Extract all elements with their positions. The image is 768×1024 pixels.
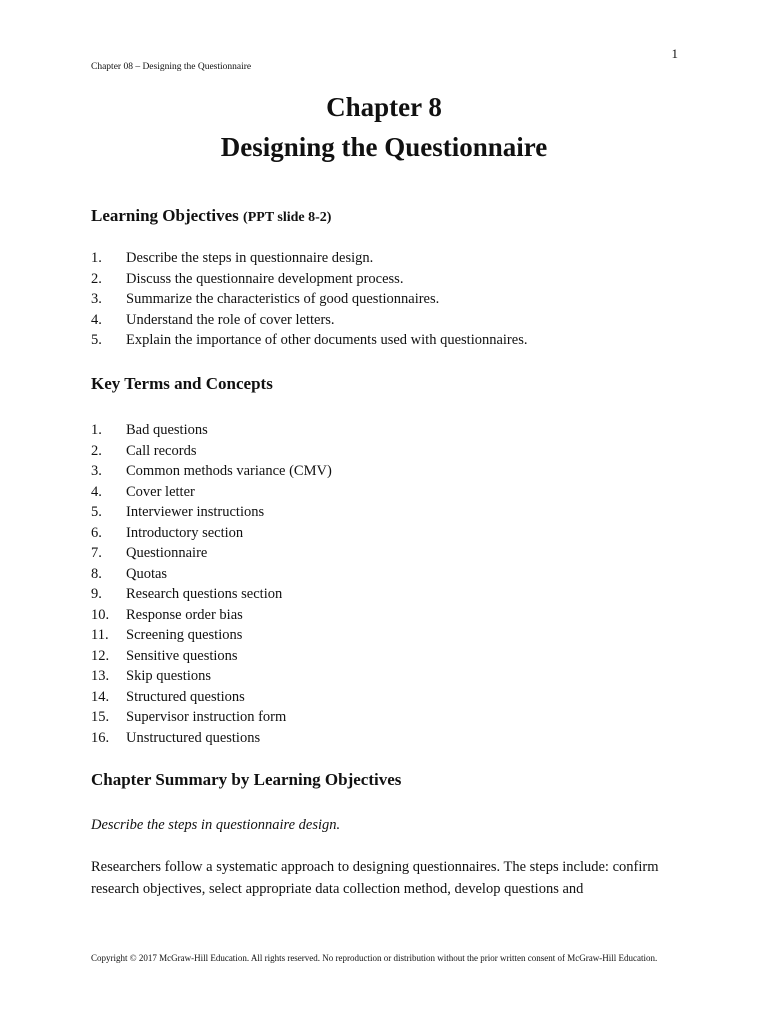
list-item-text: Call records <box>126 442 197 459</box>
key-terms-list <box>91 420 332 748</box>
chapter-summary-heading: Chapter Summary by Learning Objectives <box>91 770 402 789</box>
learning-objectives-heading <box>91 206 331 226</box>
list-item-number: 2. <box>91 270 102 287</box>
list-item-number: 8. <box>91 565 102 582</box>
summary-subheading: Describe the steps in questionnaire design. <box>91 817 341 833</box>
list-item-number: 11. <box>91 627 109 643</box>
list-item <box>91 707 332 728</box>
learning-objectives-list <box>91 248 527 351</box>
list-item-number: 3. <box>91 463 102 479</box>
list-item-number: 5. <box>91 504 102 520</box>
page-number: 1 <box>671 46 678 61</box>
list-item-text: Quotas <box>126 565 168 582</box>
list-item <box>91 728 332 749</box>
list-item <box>91 420 332 441</box>
list-item-text: Supervisor instruction form <box>126 709 287 725</box>
list-item <box>91 584 332 605</box>
list-item-text: Research questions section <box>126 586 283 602</box>
list-item <box>91 330 527 351</box>
key-terms-heading: Key Terms and Concepts <box>91 374 273 393</box>
list-item-number: 2. <box>91 442 102 459</box>
list-item-number: 7. <box>91 545 102 561</box>
list-item <box>91 482 332 503</box>
list-item-number: 9. <box>91 586 102 602</box>
list-item <box>91 625 332 646</box>
list-item <box>91 564 332 585</box>
list-item-text: Skip questions <box>126 668 211 684</box>
list-item <box>91 687 332 708</box>
list-item-text: Questionnaire <box>126 545 208 561</box>
list-item-text: Screening questions <box>126 627 243 643</box>
ppt-slide-note: (PPT slide 8-2) <box>243 210 332 225</box>
list-item-text: Describe the steps in questionnaire design. <box>126 250 374 266</box>
list-item-number: 6. <box>91 524 102 541</box>
list-item-text: Sensitive questions <box>126 647 238 664</box>
copyright-footer: Copyright © 2017 McGraw-Hill Education. All rights reserved. No reproduction or distribution without the prior written consent of McGraw-Hill Education. <box>91 953 658 963</box>
list-item <box>91 248 527 269</box>
list-item-text: Summarize the characteristics of good questionnaires. <box>126 291 440 307</box>
list-item-number: 1. <box>91 422 102 438</box>
list-item-text: Introductory section <box>126 524 244 541</box>
list-item <box>91 441 332 462</box>
list-item-text: Common methods variance (CMV) <box>126 463 332 479</box>
list-item <box>91 461 332 482</box>
list-item-number: 15. <box>91 709 110 725</box>
list-item-number: 10. <box>91 606 110 623</box>
list-item-text: Unstructured questions <box>126 729 261 746</box>
list-item-number: 4. <box>91 311 102 328</box>
list-item-number: 3. <box>91 291 102 307</box>
list-item <box>91 502 332 523</box>
list-item <box>91 543 332 564</box>
list-item-text: Discuss the questionnaire development process. <box>126 270 404 287</box>
running-header: Chapter 08 – Designing the Questionnaire <box>91 62 252 72</box>
list-item-text: Structured questions <box>126 688 245 705</box>
chapter-number-title: Chapter 8 <box>326 92 442 122</box>
learning-objectives-heading-text: Learning Objectives <box>91 206 239 225</box>
list-item-text: Interviewer instructions <box>126 504 265 520</box>
list-item-number: 13. <box>91 668 110 684</box>
list-item <box>91 523 332 544</box>
list-item-number: 5. <box>91 332 102 348</box>
list-item <box>91 310 527 331</box>
list-item-text: Bad questions <box>126 422 208 438</box>
list-item-number: 14. <box>91 688 110 705</box>
list-item <box>91 605 332 626</box>
list-item-number: 1. <box>91 250 102 266</box>
list-item <box>91 269 527 290</box>
list-item-text: Response order bias <box>126 606 243 623</box>
list-item-text: Cover letter <box>126 483 195 500</box>
summary-paragraph: Researchers follow a systematic approach to designing questionnaires. The steps include: confirm research objectives, select appropriate data collection method, develop questions and <box>91 859 659 897</box>
list-item <box>91 646 332 667</box>
list-item-text: Explain the importance of other documents used with questionnaires. <box>126 332 528 348</box>
list-item <box>91 289 527 310</box>
list-item-text: Understand the role of cover letters. <box>126 311 335 328</box>
list-item-number: 16. <box>91 729 110 746</box>
chapter-title: Designing the Questionnaire <box>220 132 548 162</box>
list-item-number: 12. <box>91 647 110 664</box>
list-item <box>91 666 332 687</box>
list-item-number: 4. <box>91 483 102 500</box>
